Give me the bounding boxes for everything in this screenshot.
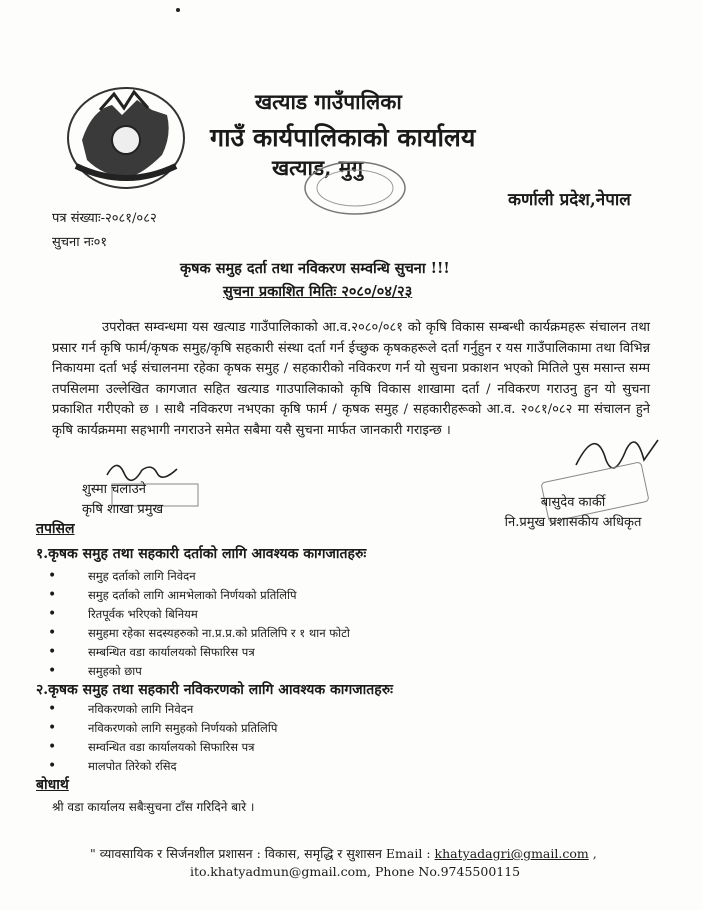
office-name: खत्याड गाउँपालिका [255,89,402,114]
section2-list [48,700,277,776]
email-link-1[interactable]: khatyadagri@gmail.com [434,846,589,861]
list-item: • सम्वन्धित वडा कार्यालयको सिफारिस पत्र [48,738,277,757]
list-item: • समुह दर्ताको लागि निवेदन [48,567,350,586]
signatory-right-name: बासुदेव कार्की [540,495,606,510]
notice-body [52,318,650,441]
bodhartha-line: श्री वडा कार्यालय सबैःसुचना टाँस गरिदिने बारे । [52,800,255,814]
speck [176,8,180,12]
footer-slogan: " व्यावसायिक र सिर्जनशील प्रशासन : विकास, समृद्धि र सुशासन Email : [90,846,435,861]
footer-comma: , [588,846,597,861]
list-item: • नविकरणको लागि समुहको निर्णयको प्रतिलिपि [48,719,277,738]
office-seal-icon [296,158,414,218]
section1-list [48,567,350,681]
footer-line-2 [190,864,520,879]
list-item: • सम्बन्धित वडा कार्यालयको सिफारिस पत्र [48,643,350,662]
notice-number: सुचना नः०१ [52,235,108,250]
tapsil-heading: तपसिल [36,521,75,537]
footer-line-1 [90,845,597,862]
office-subtitle: गाउँ कार्यपालिकाको कार्यालय [210,123,476,152]
signatory-left-title: कृषि शाखा प्रमुख [82,502,164,517]
list-item: • रितपूर्वक भरिएको बिनियम [48,605,350,624]
letter-number: पत्र संख्याः-२०८१/०८२ [52,211,157,226]
list-item: • समुह दर्ताको लागि आमभेलाको निर्णयको प्रतिलिपि [48,586,350,605]
signatory-right-title: नि.प्रमुख प्रशासकीय अधिकृत [504,515,642,530]
notice-body-text: उपरोक्त सम्वन्धमा यस खत्याड गाउँपालिकाको आ.व.२०८०/०८१ को कृषि विकास सम्बन्धी कार्यक्रमहरू संचालन तथा प्रसार गर्न कृषि फार्म/कृषक समुह/कृषि सहकारी संस्था दर्ता गर्न ईच्छुक कृषकहरूले दर्ता गर्नुहुन र यस गाउँपालिकामा तथा विभिन्न निकायमा दर्ता भई संचालनमा रहेका कृषक समुह / सहकारीको नविकरण गर्न यो सुचना प्रकाशन भएको मितिले पुस मसान्त सम्म तपसिलमा उल्लेखित कागजात सहित खत्याड गाउपालिकाको कृषि विकास शाखामा दर्ता / नविकरण गराउनु हुन यो सुचना प्रकाशित गरीएको छ । साथै नविकरण नभएका कृषि फार्म / कृषक समुह / सहकारीहरूको आ.व. २०८१/०८२ मा संचालन हुने कृषि कार्यक्रममा सहभागी नगराउने समेत सबैमा यसै सुचना मार्फत जानकारी गराइन्छ । [52,320,650,438]
signatory-right [478,493,668,533]
signatory-left-name: शुस्मा चलाउने [82,482,146,497]
signatory-left [82,480,163,520]
email-link-2[interactable]: ito.khatyadmun@gmail.com [190,864,368,879]
province: कर्णाली प्रदेश,नेपाल [508,190,631,210]
section2-heading: २.कृषक समुह तथा सहकारी नविकरणको लागि आवश्यक कागजातहरुः [36,682,393,698]
bodhartha-heading: बोधार्थ [36,777,69,793]
section1-heading: १.कृषक समुह तथा सहकारी दर्ताको लागि आवश्यक कागजातहरुः [36,546,367,562]
notice-title: कृषक समुह दर्ता तथा नविकरण सम्वन्धि सुचना !!! [180,260,450,277]
list-item: • मालपोत तिरेको रसिद [48,757,277,776]
list-item: • समुहमा रहेका सदस्यहरुको ना.प्र.प्र.को प्रतिलिपि र १ थान फोटो [48,624,350,643]
government-emblem-icon [62,80,190,192]
published-date: सुचना प्रकाशित मितिः २०८०/०४/२३ [223,283,413,300]
list-item: • नविकरणको लागि निवेदन [48,700,277,719]
list-item: • समुहको छाप [48,662,350,681]
office-location: खत्याड, मुगु [272,155,364,180]
footer-phone: , Phone No.9745500115 [367,864,521,879]
